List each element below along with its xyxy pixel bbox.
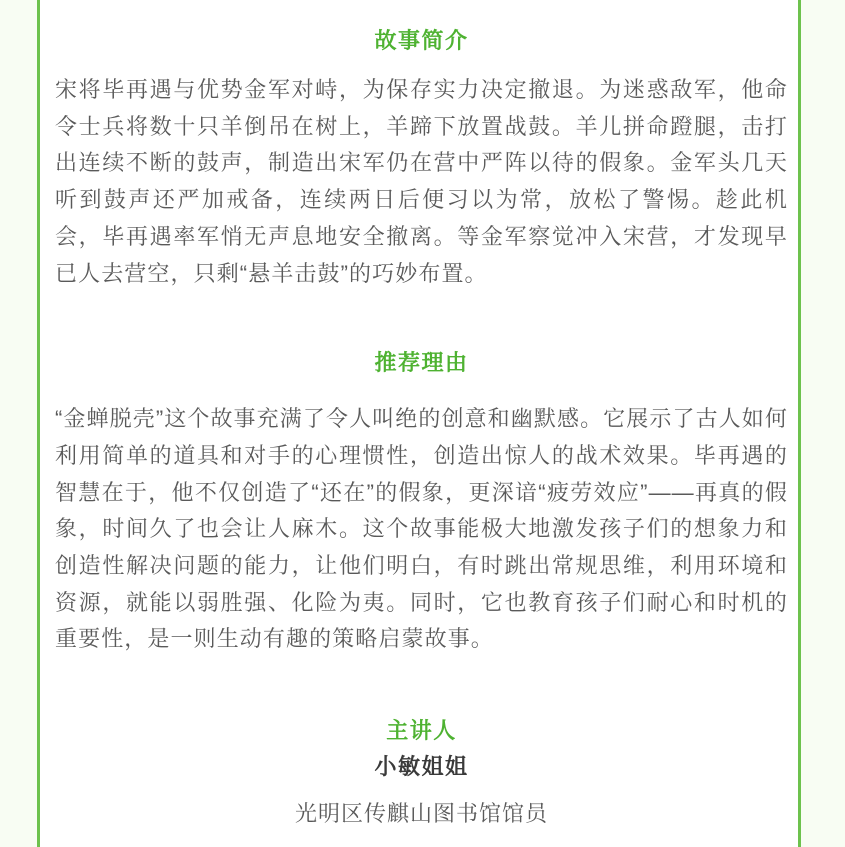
section-heading-story-intro: 故事简介: [374, 28, 469, 53]
speaker-name: 小敏姐姐: [374, 754, 469, 780]
article-frame: [37, 0, 801, 847]
section-heading-speaker: 主讲人: [386, 718, 457, 744]
recommend-reason-paragraph: “金蝉脱壳”这个故事充满了令人叫绝的创意和幽默感。它展示了古人如何利用简单的道具和对手的心理惯性，创造出惊人的战术效果。毕再遇的智慧在于，他不仅创造了“还在”的假象，更深谙“疲劳效应”——再真的假象，时间久了也会让人麻木。这个故事能极大地激发孩子们的想象力和创造性解决问题的能力，让他们明白，有时跳出常规思维，利用环境和资源，就能以弱胜强、化险为夷。同时，它也教育孩子们耐心和时机的重要性，是一则生动有趣的策略启蒙故事。: [55, 406, 788, 652]
section-heading-recommend-reason: 推荐理由: [374, 350, 469, 376]
speaker-title: 光明区传麒山图书馆馆员: [294, 801, 548, 827]
story-intro-paragraph: 宋将毕再遇与优势金军对峙，为保存实力决定撤退。为迷惑敌军，他命令士兵将数十只羊倒吊在树上，羊蹄下放置战鼓。羊儿拼命蹬腿，击打出连续不断的鼓声，制造出宋军仍在营中严阵以待的假象。金军头几天听到鼓声还严加戒备，连续两日后便习以为常，放松了警惕。趁此机会，毕再遇率军悄无声息地安全撤离。等金军察觉冲入宋营，才发现早已人去营空，只剩“悬羊击鼓”的巧妙布置。: [55, 77, 788, 286]
